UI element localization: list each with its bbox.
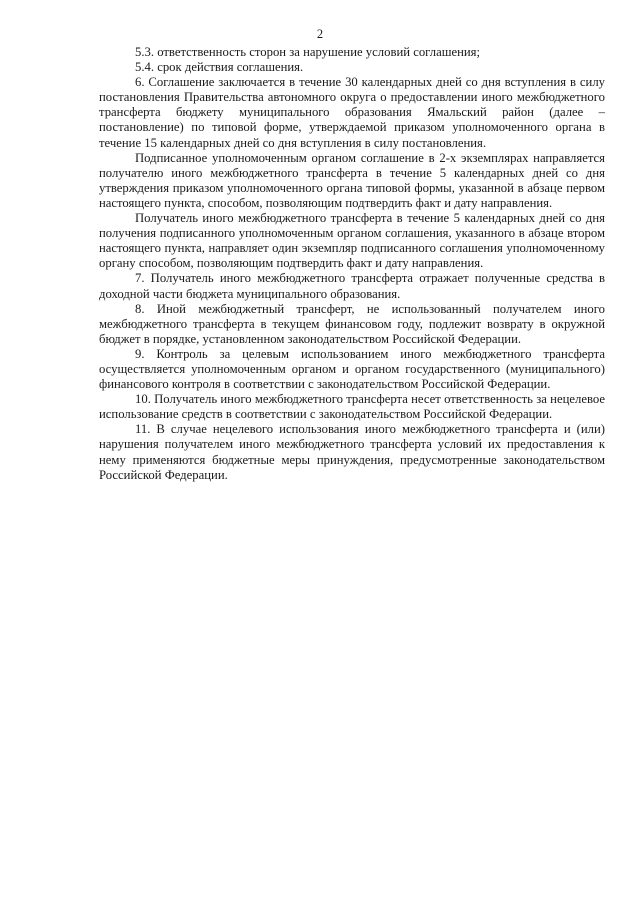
clause-9: 9. Контроль за целевым использованием иного межбюджетного трансферта осуществляется уполномоченным органом и органом государственного (муниципального) финансового контроля в соответствии с законодательством Российской Федерации. — [99, 346, 605, 392]
document-body — [99, 45, 605, 483]
clause-5-4: 5.4. срок действия соглашения. — [135, 60, 304, 75]
clause-6-paragraph-2: Подписанное уполномоченным органом соглашение в 2-х экземплярах направляется получателю иного межбюджетного трансферта в течение 5 календарных дней со дня утверждения приказом уполномоченного органа типовой формы, указанной в абзаце первом настоящего пункта, способом, позволяющим подтвердить факт и дату направления. — [99, 150, 605, 210]
clause-5-3: 5.3. ответственность сторон за нарушение условий соглашения; — [135, 45, 481, 59]
clause-7: 7. Получатель иного межбюджетного трансферта отражает полученные средства в доходной части бюджета муниципального образования. — [99, 271, 605, 301]
page-number: 2 — [316, 27, 324, 41]
clause-11: 11. В случае нецелевого использования иного межбюджетного трансферта и (или) нарушения получателем иного межбюджетного трансферта условий их предоставления к нему применяются бюджетные меры принуждения, предусмотренные законодательством Российской Федерации. — [99, 422, 605, 482]
clause-8: 8. Иной межбюджетный трансферт, не использованный получателем иного межбюджетного трансферта в текущем финансовом году, подлежит возврату в окружной бюджет в порядке, установленном законодательством Российской Федерации. — [99, 301, 605, 346]
clause-10: 10. Получатель иного межбюджетного трансферта несет ответственность за нецелевое использование средств в соответствии с законодательством Российской Федерации. — [99, 392, 605, 422]
clause-6: 6. Соглашение заключается в течение 30 календарных дней со дня вступления в силу постановления Правительства автономного округа о предоставлении иного межбюджетного трансферта бюджету муниципального образования Ямальский район (далее – постановление) по типовой форме, утверждаемой приказом уполномоченного органа в течение 15 календарных дней со дня вступления в силу постановления. — [99, 75, 605, 150]
clause-6-paragraph-3: Получатель иного межбюджетного трансферта в течение 5 календарных дней со дня получения подписанного уполномоченным органом соглашения, указанного в абзаце втором настоящего пункта, направляет один экземпляр подписанного соглашения уполномоченному органу способом, позволяющим подтвердить факт и дату направления. — [99, 211, 605, 271]
